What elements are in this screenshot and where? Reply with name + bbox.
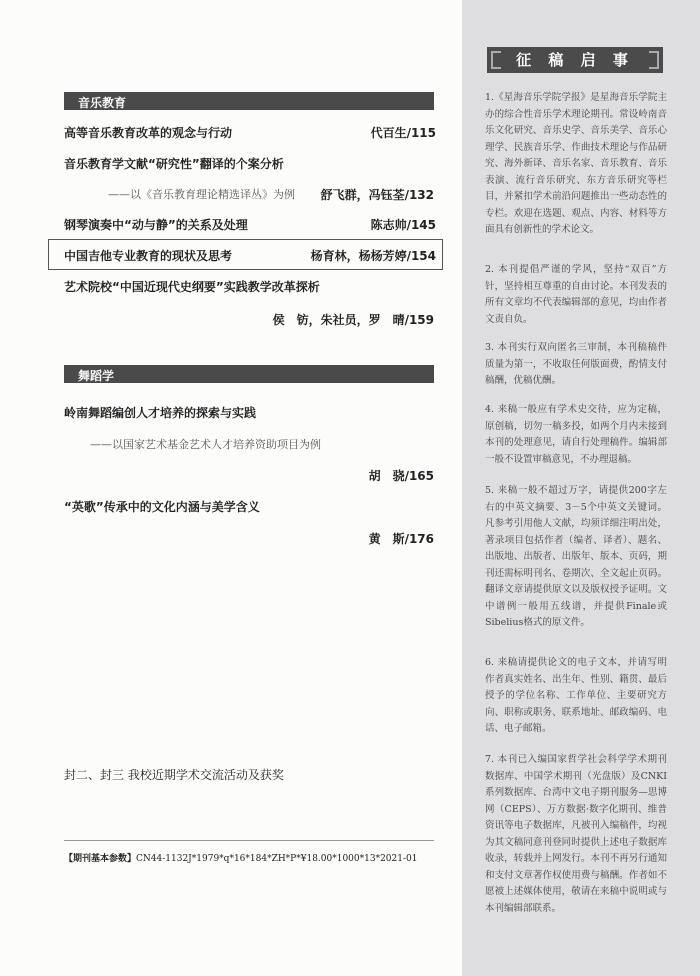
article-author: 代百生/115 <box>370 126 436 140</box>
divider <box>64 840 434 841</box>
article-title: 音乐教育学文献“研究性”翻译的个案分析 <box>64 157 284 171</box>
article-subtitle: ——以国家艺术基金艺术人才培养资助项目为例 <box>90 438 321 451</box>
article-author: 陈志帅/145 <box>370 218 436 232</box>
article-title: 艺术院校“中国近现代史纲要”实践教学改革探析 <box>64 280 320 294</box>
section-header-label: 音乐教育 <box>78 96 127 110</box>
section-header-dance <box>64 365 434 383</box>
article-author: 黄 斯/176 <box>368 532 434 546</box>
article-subtitle: ——以《音乐教育理论精选译丛》为例 <box>108 188 295 201</box>
article-author: 杨育林，杨杨芳婷/154 <box>310 249 436 263</box>
article-author: 舒飞群，冯钰荃/132 <box>320 188 434 202</box>
call-paragraph-1: 1.《星海音乐学院学报》是星海音乐学院主办的综合性音乐学术理论期刊。常设岭南音乐文化研究、音乐史学、音乐美学、音乐心理学、民族音乐学、作曲技术理论与作品研究、海外新译、音乐名家、音乐教育、音乐表演、流行音乐研究、东方音乐研究等栏目，并紧扣学术前沿问题推出一些动态性的专栏。欢迎在选题、观点、内容、材料等方面具有创新性的学术论文。 <box>485 92 667 235</box>
call-paragraph-2: 2. 本刊提倡严谨的学风，坚持“双百”方针，坚持相互尊重的自由讨论。本刊发表的所有文章均不代表编辑部的意见，均由作者文责自负。 <box>485 264 667 325</box>
journal-params-label: 【期刊基本参数】 <box>64 854 137 864</box>
article-title: 钢琴演奏中“动与静”的关系及处理 <box>64 218 248 232</box>
journal-params <box>64 851 417 864</box>
call-paragraph-7: 7. 本刊已入编国家哲学社会科学学术期刊数据库、中国学术期刊（光盘版）及CNKI系列数据库、台湾中文电子期刊服务—思博网（CEPS）、万方数据·数字化期刊、维普资讯等电子数据库，凡被刊入编稿件，均视为其文稿同意刊登同时提供上述电子数据库收录，转载并上网发行。本刊不再另行通知和支付文章著作权使用费与稿酬。作者如不愿被上述媒体使用，敬请在来稿中说明或与本刊编辑部联系。 <box>485 754 667 914</box>
article-title: “英歌”传承中的文化内涵与美学含义 <box>64 500 260 514</box>
call-paragraph-5: 5. 来稿一般不超过万字，请提供200字左右的中英文摘要、3－5个中英文关键词。凡参考引用他人文献，均须详细注明出处，著录项目包括作者（编者、译者）、题名、出版地、出版者、出版年、版本、页码，期刊还需标明刊名、卷期次、全文起止页码。翻译文章请提供原文以及版权授予证明。文中谱例一般用五线谱，并提供Finale或Sibelius格式的原文件。 <box>485 485 667 628</box>
section-header-music-education <box>64 92 434 110</box>
article-title: 中国吉他专业教育的现状及思考 <box>64 249 233 263</box>
article-author: 胡 骁/165 <box>368 469 434 483</box>
call-paragraph-3: 3. 本刊实行双向匿名三审制，本刊稿稿件质量为第一，不收取任何版面费，酌情支付稿酬，优稿优酬。 <box>485 342 667 386</box>
call-for-papers-banner <box>487 47 663 73</box>
article-title: 岭南舞蹈编创人才培养的探索与实践 <box>64 406 257 420</box>
journal-params-text: CN44-1132J*1979*q*16*184*ZH*P*¥18.00*1000*13*2021-01 <box>136 854 418 864</box>
article-title: 高等音乐教育改革的观念与行动 <box>64 126 233 140</box>
article-author: 侯 钫，朱社员，罗 晴/159 <box>272 313 434 327</box>
cover-note: 封二、封三 我校近期学术交流活动及获奖 <box>64 768 284 782</box>
call-paragraph-6: 6. 来稿请提供论文的电子文本，并请写明作者真实姓名、出生年、性别、籍贯、最后授予的学位名称、工作单位、主要研究方向、职称或职务、联系地址、邮政编码、电话、电子邮箱。 <box>485 657 667 734</box>
call-for-papers-title: 征 稿 启 事 <box>516 51 634 69</box>
call-paragraph-4: 4. 来稿一般应有学术史交待，应为定稿，原创稿，切勿一稿多投，如两个月内未接到本刊的处理意见，请自行处理稿件。编辑部一般不设置审稿意见，不办理退稿。 <box>485 404 667 465</box>
section-header-label: 舞蹈学 <box>78 369 115 383</box>
